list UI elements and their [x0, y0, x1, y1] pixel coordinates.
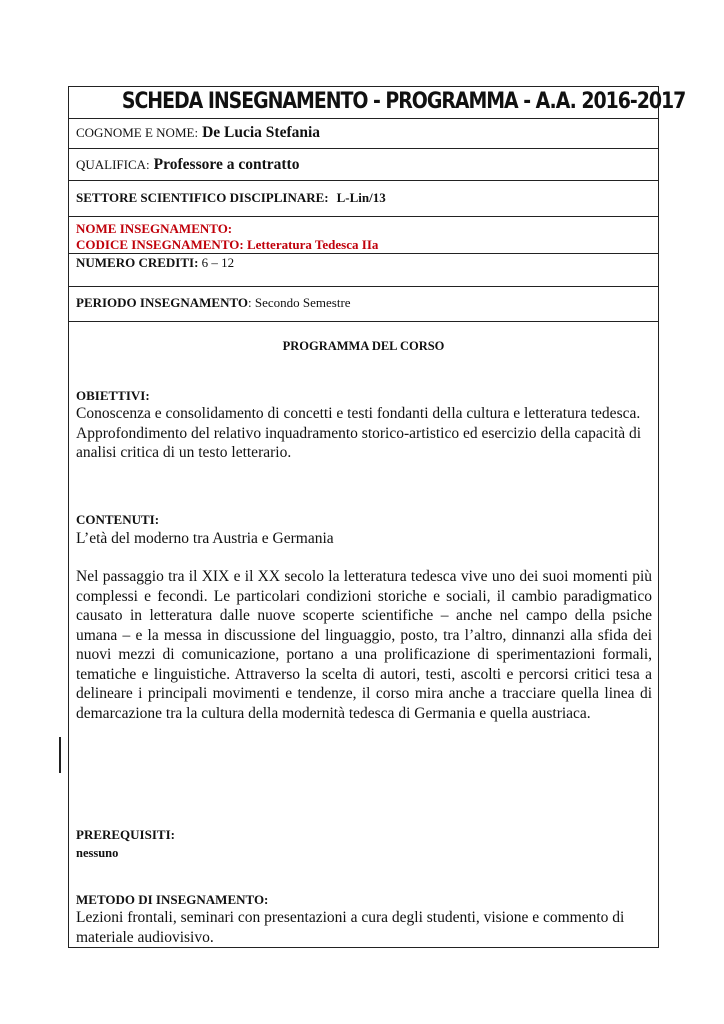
- credits-row: [69, 254, 658, 287]
- course-code-value: Letteratura Tedesca IIa: [246, 237, 379, 252]
- qualification-label: QUALIFICA:: [76, 157, 150, 172]
- period-row: [69, 287, 658, 322]
- name-row: [69, 119, 658, 149]
- sector-label: SETTORE SCIENTIFICO DISCIPLINARE:: [76, 190, 329, 205]
- teaching-method-text: Lezioni frontali, seminari con presentazioni a cura degli studenti, visione e commento di materiale audiovisivo.: [76, 909, 625, 946]
- course-code-label: CODICE INSEGNAMENTO:: [76, 237, 244, 252]
- page-title: SCHEDA INSEGNAMENTO - PROGRAMMA - A.A. 2016-2017: [121, 89, 686, 114]
- period-value: : Secondo Semestre: [248, 295, 351, 310]
- name-label: COGNOME E NOME:: [76, 125, 199, 140]
- title-row: [69, 87, 686, 119]
- objectives-label: OBIETTIVI:: [76, 388, 150, 403]
- program-section: [69, 322, 658, 948]
- name-value: De Lucia Stefania: [202, 124, 321, 141]
- course-name-row: [69, 217, 658, 254]
- contents-label: CONTENUTI:: [76, 512, 160, 527]
- course-sheet-table: [68, 86, 686, 948]
- teaching-method-label: METODO DI INSEGNAMENTO:: [76, 892, 269, 907]
- period-label: PERIODO INSEGNAMENTO: [76, 295, 249, 310]
- contents-title: L’età del moderno tra Austria e Germania: [76, 530, 334, 547]
- sector-value: L-Lin/13: [336, 190, 386, 205]
- credits-value: 6 – 12: [201, 255, 235, 270]
- qualification-row: [69, 149, 658, 181]
- prerequisites-value: nessuno: [76, 846, 119, 860]
- margin-change-bar: [59, 737, 61, 773]
- course-name-label: NOME INSEGNAMENTO:: [76, 221, 233, 236]
- credits-label: NUMERO CREDITI:: [76, 255, 199, 270]
- prerequisites-label: PREREQUISITI:: [76, 827, 175, 842]
- sector-row: [69, 181, 658, 217]
- qualification-value: Professore a contratto: [153, 156, 300, 173]
- objectives-text: Conoscenza e consolidamento di concetti e testi fondanti della cultura e letteratura tedesca. Approfondimento del relativo inquadramento storico-artistico ed esercizio della capacità di analisi critica di un testo letterario.: [76, 405, 642, 461]
- program-title: PROGRAMMA DEL CORSO: [282, 339, 445, 353]
- contents-text: Nel passaggio tra il XIX e il XX secolo la letteratura tedesca vive uno dei suoi momenti più complessi e fecondi. Le particolari condizioni storiche e sociali, il cambio paradigmatico causato in letteratura dalle nuove scoperte scientifiche – anche nel campo della psiche umana – e la messa in discussione del linguaggio, posto, tra l’altro, dinnanzi alla sfida dei nuovi mezzi di comunicazione, portano a una prolificazione di sperimentazioni formali, tematiche e linguistiche. Attraverso la scelta di autori, testi, ascolti e percorsi critici tesa a delineare i principali movimenti e tendenze, il corso mira anche a tracciare quella linea di demarcazione tra la cultura della modernità tedesca di Germania e quella austriaca.: [76, 568, 652, 722]
